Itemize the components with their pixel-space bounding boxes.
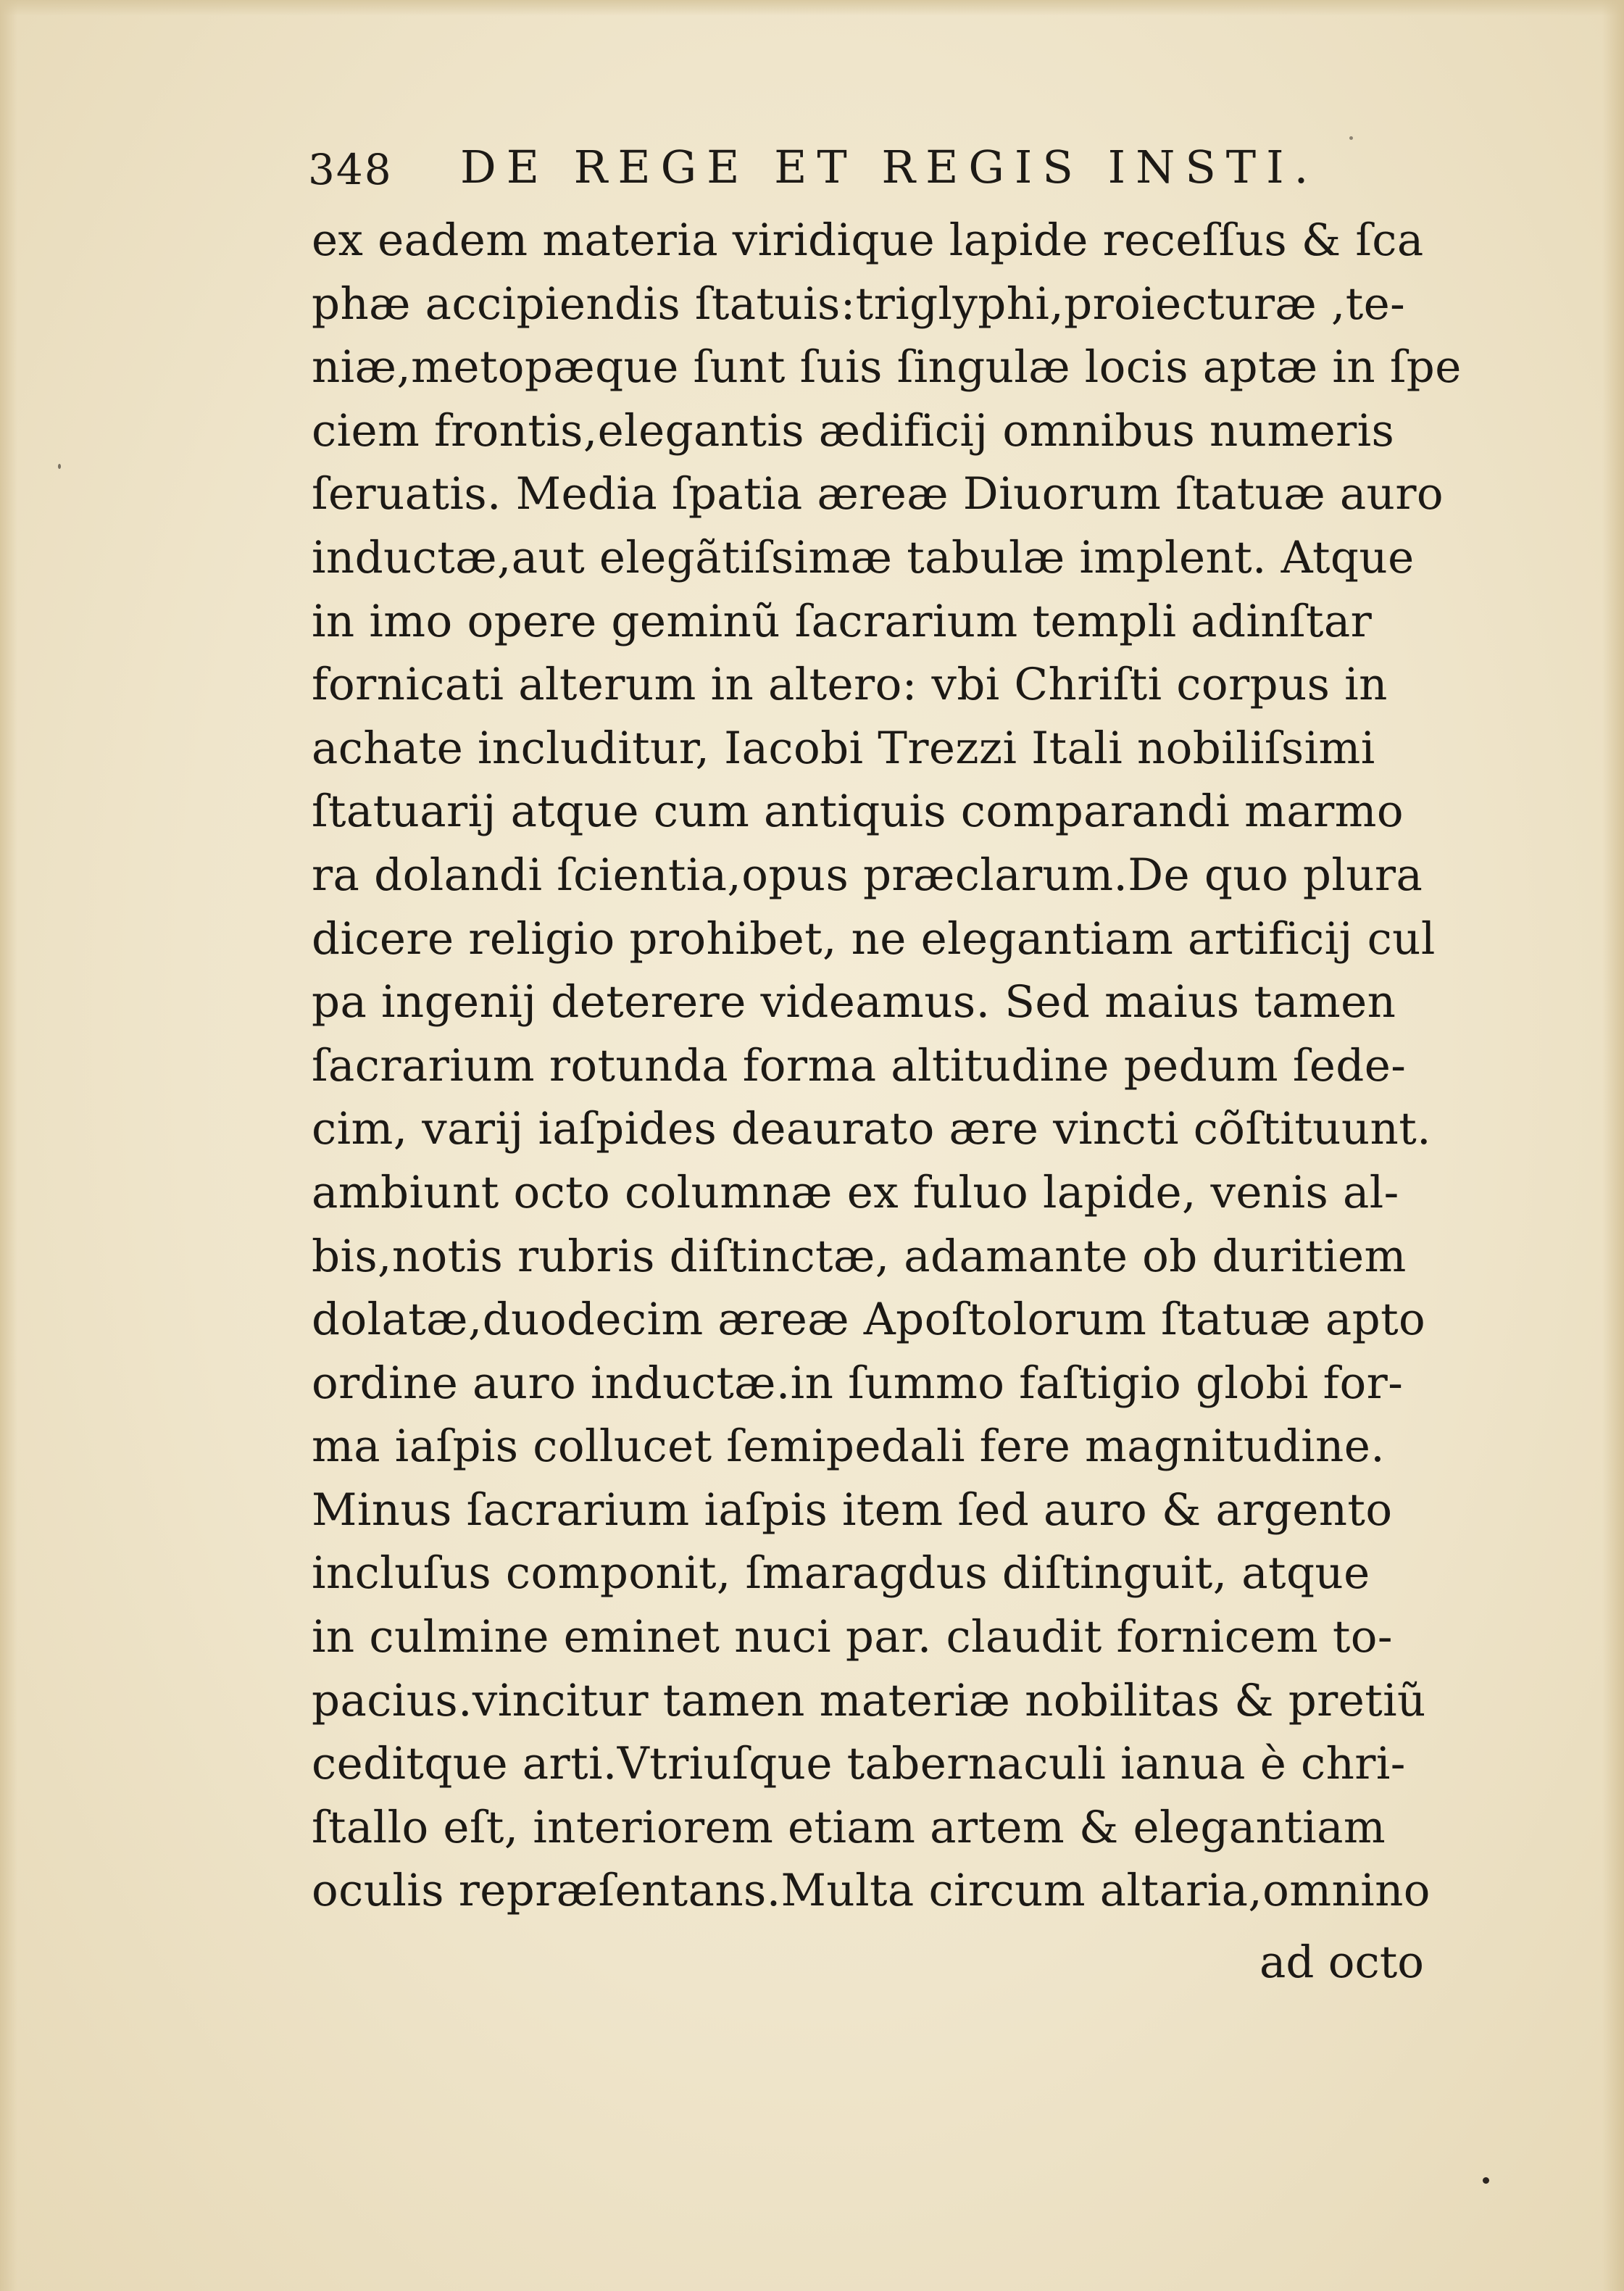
page-header <box>308 138 1323 203</box>
text-line: ſtatuarij atque cum antiquis comparandi marmo <box>312 786 1404 838</box>
paper-speck <box>58 464 61 469</box>
text-line: inductæ,aut elegãtiſsimæ tabulæ implent. Atque <box>312 531 1415 583</box>
text-line: niæ,metopæque ſunt ſuis ſingulæ locis aptæ in ſpe <box>312 341 1462 394</box>
text-line: fornicati alterum in altero: vbi Chriſti corpus in <box>312 659 1388 711</box>
text-line: achate includitur, Iacobi Trezzi Itali nobiliſsimi <box>312 722 1375 774</box>
text-line: dolatæ,duodecim æreæ Apoſtolorum ſtatuæ apto <box>312 1294 1426 1346</box>
text-line: dicere religio prohibet, ne elegantiam artificij cul <box>312 912 1436 965</box>
text-line: incluſus componit, ſmaragdus diſtinguit, atque <box>312 1547 1370 1600</box>
text-line: cim, varij iaſpides deaurato ære vincti cõſtituunt. <box>312 1103 1431 1155</box>
text-line: pacius.vincitur tamen materiæ nobilitas & pretiũ <box>312 1674 1426 1726</box>
text-line: in culmine eminet nuci par. claudit fornicem to- <box>312 1611 1393 1663</box>
text-line: oculis repræſentans.Multa circum altaria,omnino <box>312 1865 1431 1917</box>
text-line: in imo opere geminũ ſacrarium templi adinſtar <box>312 595 1373 647</box>
text-line: ciem frontis,elegantis ædificij omnibus numeris <box>312 404 1395 457</box>
page-edge-left-shadow <box>0 0 17 2291</box>
body-text-block <box>312 209 1462 1923</box>
catchword: ad octo <box>1259 1937 1424 1988</box>
text-line: ſacrarium rotunda forma altitudine pedum ſede- <box>312 1039 1407 1092</box>
text-line: bis,notis rubris diſtinctæ, adamante ob duritiem <box>312 1230 1407 1282</box>
text-line: ambiunt octo columnæ ex fuluo lapide, venis al- <box>312 1166 1399 1218</box>
text-line: ſeruatis. Media ſpatia æreæ Diuorum ſtatuæ auro <box>312 468 1444 520</box>
text-line: phæ accipiendis ſtatuis:triglyphi,proiecturæ ,te- <box>312 278 1406 330</box>
paper-speck <box>1483 2177 1489 2184</box>
page-number: 348 <box>308 145 393 194</box>
page-edge-right-shadow <box>1602 0 1624 2291</box>
running-head: DE REGE ET REGIS INSTI. <box>460 141 1319 194</box>
text-line: pa ingenij deterere videamus. Sed maius tamen <box>312 976 1396 1028</box>
text-line: ex eadem materia viridique lapide receſſus & ſca <box>312 215 1424 266</box>
text-line: ra dolandi ſcientia,opus præclarum.De quo plura <box>312 849 1423 901</box>
text-line: ordine auro inductæ.in ſummo faſtigio globi for- <box>312 1357 1404 1409</box>
text-line: ceditque arti.Vtriuſque tabernaculi ianua è chri- <box>312 1738 1406 1790</box>
paper-speck <box>1349 136 1353 140</box>
text-line: Minus ſacrarium iaſpis item ſed auro & argento <box>312 1484 1393 1536</box>
page-edge-top-shadow <box>0 0 1624 16</box>
text-line: ſtallo eſt, interiorem etiam artem & elegantiam <box>312 1801 1386 1853</box>
text-line: ma iaſpis collucet ſemipedali fere magnitudine. <box>312 1421 1385 1473</box>
